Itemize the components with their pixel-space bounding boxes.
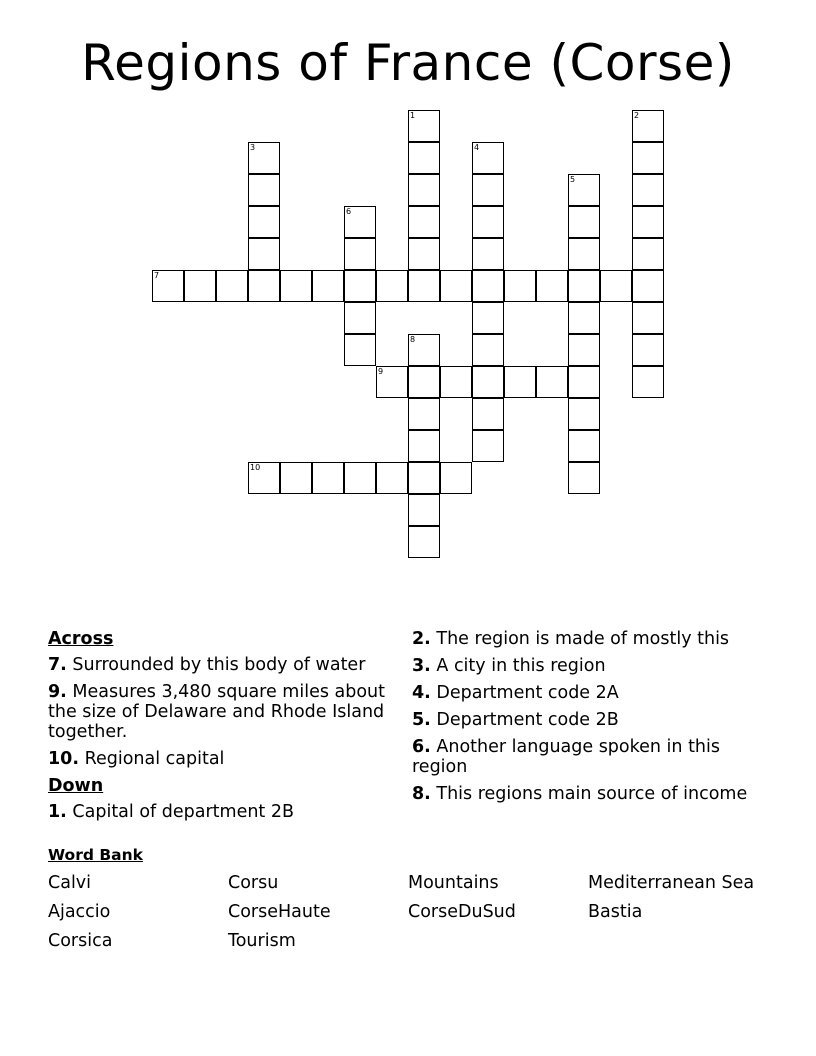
- word-bank-item: Corsica: [48, 931, 113, 951]
- grid-cell[interactable]: [632, 270, 664, 302]
- grid-cell[interactable]: [344, 206, 376, 238]
- grid-cell[interactable]: [568, 334, 600, 366]
- grid-cell[interactable]: [568, 302, 600, 334]
- grid-cell[interactable]: [632, 302, 664, 334]
- grid-cell[interactable]: [408, 398, 440, 430]
- clue-down-4: [412, 683, 772, 703]
- cell-number: 10: [250, 463, 261, 472]
- page-title: Regions of France (Corse): [81, 34, 735, 92]
- grid-cell[interactable]: [408, 270, 440, 302]
- clue-text: Department code 2B: [436, 710, 619, 730]
- grid-cell[interactable]: [248, 462, 280, 494]
- across-heading: Across: [48, 629, 114, 649]
- grid-cell[interactable]: [568, 174, 600, 206]
- grid-cell[interactable]: [472, 142, 504, 174]
- clue-number: 5.: [412, 710, 431, 730]
- grid-cell[interactable]: [376, 462, 408, 494]
- clue-number: 1.: [48, 802, 67, 822]
- word-bank-item: CorseHaute: [228, 902, 331, 922]
- grid-cell[interactable]: [184, 270, 216, 302]
- grid-cell[interactable]: [568, 398, 600, 430]
- grid-cell[interactable]: [472, 334, 504, 366]
- word-bank-item: Corsu: [228, 873, 279, 893]
- grid-cell[interactable]: [280, 270, 312, 302]
- grid-cell[interactable]: [408, 238, 440, 270]
- grid-cell[interactable]: [344, 270, 376, 302]
- grid-cell[interactable]: [568, 270, 600, 302]
- clue-down-2: [412, 629, 772, 649]
- grid-cell[interactable]: [408, 430, 440, 462]
- grid-cell[interactable]: [472, 398, 504, 430]
- grid-cell[interactable]: [472, 430, 504, 462]
- grid-cell[interactable]: [248, 142, 280, 174]
- cell-number: 1: [410, 111, 416, 120]
- clue-number: 4.: [412, 683, 431, 703]
- cell-number: 8: [410, 335, 416, 344]
- grid-cell[interactable]: [344, 302, 376, 334]
- grid-cell[interactable]: [632, 142, 664, 174]
- grid-cell[interactable]: [216, 270, 248, 302]
- word-bank-item: Bastia: [588, 902, 643, 922]
- grid-cell[interactable]: [632, 174, 664, 206]
- grid-cell[interactable]: [312, 270, 344, 302]
- grid-cell[interactable]: [408, 110, 440, 142]
- grid-cell[interactable]: [248, 206, 280, 238]
- clue-number: 9.: [48, 682, 67, 702]
- cell-number: 3: [250, 143, 256, 152]
- down-heading: Down: [48, 776, 104, 796]
- clue-down-3: [412, 656, 772, 676]
- clue-number: 10.: [48, 749, 80, 769]
- grid-cell[interactable]: [632, 334, 664, 366]
- cell-number: 5: [570, 175, 576, 184]
- grid-cell[interactable]: [408, 206, 440, 238]
- clues-column-left: [48, 629, 408, 829]
- grid-cell[interactable]: [632, 110, 664, 142]
- grid-cell[interactable]: [472, 174, 504, 206]
- clue-across-9: [48, 682, 408, 742]
- grid-cell[interactable]: [472, 206, 504, 238]
- grid-cell[interactable]: [472, 302, 504, 334]
- clue-down-5: [412, 710, 772, 730]
- clue-text: Surrounded by this body of water: [72, 655, 366, 675]
- grid-cell[interactable]: [632, 206, 664, 238]
- grid-cell[interactable]: [504, 270, 536, 302]
- word-bank-item: Mediterranean Sea: [588, 873, 755, 893]
- clue-text: A city in this region: [436, 656, 606, 676]
- word-bank-item: Ajaccio: [48, 902, 111, 922]
- grid-cell[interactable]: [408, 366, 440, 398]
- word-bank-item: Mountains: [408, 873, 499, 893]
- grid-cell[interactable]: [280, 462, 312, 494]
- grid-cell[interactable]: [408, 494, 440, 526]
- grid-cell[interactable]: [504, 366, 536, 398]
- grid-cell[interactable]: [472, 270, 504, 302]
- clue-text: Regional capital: [84, 749, 225, 769]
- clue-text: The region is made of mostly this: [436, 629, 730, 649]
- grid-cell[interactable]: [408, 142, 440, 174]
- word-bank-item: CorseDuSud: [408, 902, 516, 922]
- cell-number: 4: [474, 143, 480, 152]
- grid-cell[interactable]: [568, 366, 600, 398]
- clues-column-right: [412, 629, 772, 811]
- clue-text: Department code 2A: [436, 683, 619, 703]
- clue-number: 2.: [412, 629, 431, 649]
- word-bank-title: Word Bank: [48, 846, 143, 864]
- grid-cell[interactable]: [248, 238, 280, 270]
- grid-cell[interactable]: [440, 270, 472, 302]
- grid-cell[interactable]: [440, 366, 472, 398]
- grid-cell[interactable]: [312, 462, 344, 494]
- clue-across-7: [48, 655, 408, 675]
- clue-number: 6.: [412, 737, 431, 757]
- clue-number: 7.: [48, 655, 67, 675]
- grid-cell[interactable]: [408, 174, 440, 206]
- grid-cell[interactable]: [440, 462, 472, 494]
- grid-cell[interactable]: [472, 238, 504, 270]
- grid-cell[interactable]: [408, 526, 440, 558]
- clue-across-10: [48, 749, 408, 769]
- grid-cell[interactable]: [568, 462, 600, 494]
- cell-number: 7: [154, 271, 160, 280]
- grid-cell[interactable]: [344, 462, 376, 494]
- clue-down-6: [412, 737, 772, 777]
- grid-cell[interactable]: [632, 366, 664, 398]
- cell-number: 9: [378, 367, 384, 376]
- grid-cell[interactable]: [344, 238, 376, 270]
- clue-number: 8.: [412, 784, 431, 804]
- word-bank-item: Tourism: [228, 931, 296, 951]
- clue-text: Another language spoken in this region: [412, 737, 721, 777]
- grid-cell[interactable]: [408, 334, 440, 366]
- clue-number: 3.: [412, 656, 431, 676]
- grid-cell[interactable]: [376, 366, 408, 398]
- clue-text: This regions main source of income: [436, 784, 748, 804]
- cell-number: 6: [346, 207, 352, 216]
- grid-cell[interactable]: [248, 174, 280, 206]
- grid-cell[interactable]: [472, 366, 504, 398]
- grid-cell[interactable]: [632, 238, 664, 270]
- grid-cell[interactable]: [376, 270, 408, 302]
- grid-cell[interactable]: [600, 270, 632, 302]
- grid-cell[interactable]: [408, 462, 440, 494]
- grid-cell[interactable]: [248, 270, 280, 302]
- word-bank: [48, 872, 788, 959]
- grid-cell[interactable]: [536, 366, 568, 398]
- clue-down-1: [48, 802, 408, 822]
- clue-down-8: [412, 784, 772, 804]
- grid-cell[interactable]: [344, 334, 376, 366]
- cell-number: 2: [634, 111, 640, 120]
- grid-cell[interactable]: [568, 430, 600, 462]
- word-bank-item: Calvi: [48, 873, 92, 893]
- clue-text: Capital of department 2B: [72, 802, 294, 822]
- grid-cell[interactable]: [568, 238, 600, 270]
- grid-cell[interactable]: [536, 270, 568, 302]
- grid-cell[interactable]: [152, 270, 184, 302]
- grid-cell[interactable]: [568, 206, 600, 238]
- clue-text: Measures 3,480 square miles about the size of Delaware and Rhode Island together.: [48, 682, 386, 742]
